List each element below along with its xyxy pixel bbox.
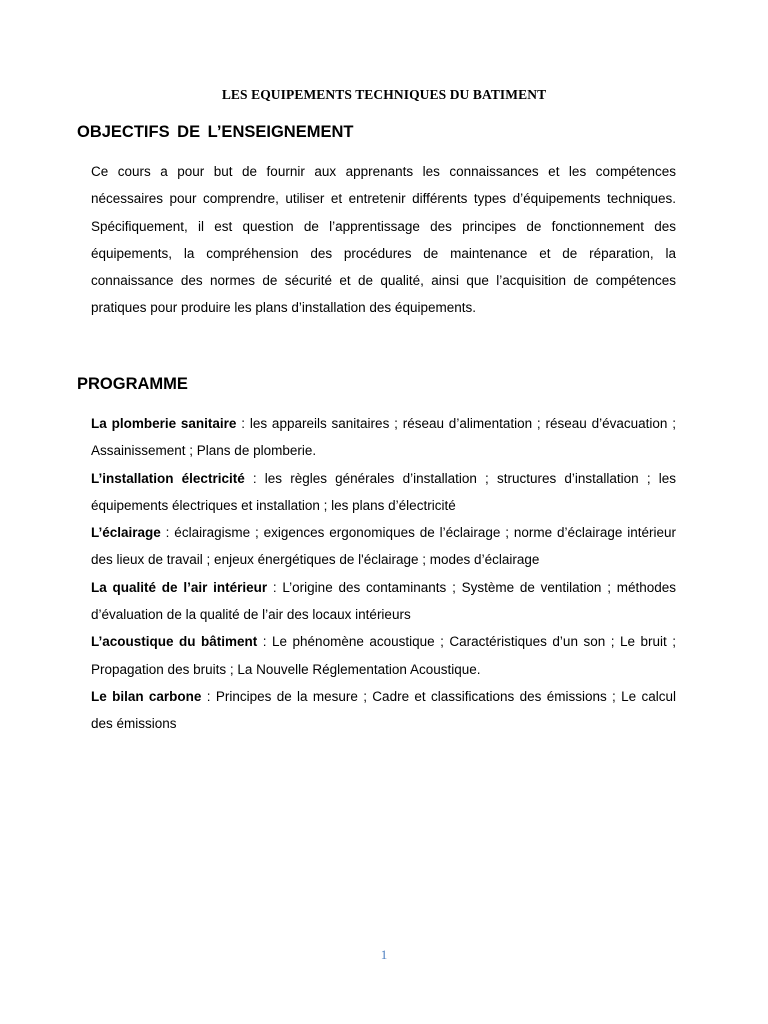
- page-number: 1: [380, 947, 388, 962]
- programme-item-description: : Le phénomène acoustique ; Caractéristiques d’un son ; Le bruit ; Propagation des bruits ; La Nouvelle Réglementation Acoustique.: [91, 634, 676, 677]
- programme-item-description: : les règles générales d’installation ; structures d’installation ; les équipements électriques et installation ; les plans d’électricité: [91, 470, 676, 513]
- programme-heading: PROGRAMME: [77, 375, 188, 393]
- programme-item: [91, 574, 676, 629]
- programme-item-description: : les appareils sanitaires ; réseau d’alimentation ; réseau d’évacuation ; Assainissement ; Plans de plomberie.: [91, 416, 676, 459]
- programme-item: [91, 519, 676, 574]
- programme-item: [91, 683, 676, 738]
- programme-item-description: : L’origine des contaminants ; Système de ventilation ; méthodes d’évaluation de la qualité de l’air des locaux intérieurs: [91, 579, 677, 623]
- programme-item-term: La plomberie sanitaire: [91, 416, 237, 431]
- objectives-heading: OBJECTIFS DE L’ENSEIGNEMENT: [77, 123, 354, 141]
- programme-item: [91, 465, 676, 520]
- programme-item-term: L’acoustique du bâtiment: [91, 634, 258, 650]
- programme-item: [91, 410, 676, 465]
- programme-item-term: La qualité de l’air intérieur: [91, 579, 268, 595]
- objectives-paragraph: Ce cours a pour but de fournir aux apprenants les connaissances et les compétences nécessaires pour comprendre, utiliser et entretenir différents types d’équipements techniques. Spécifiquement, il est question de l’apprentissage des principes de fonctionnement des équipements, la compréhension des procédures de maintenance et de réparation, la connaissance des normes de sécurité et de qualité, ainsi que l’acquisition de compétences pratiques pour produire les plans d’installation des équipements.: [91, 164, 676, 316]
- programme-item-term: Le bilan carbone: [91, 688, 202, 704]
- programme-item-description: : Principes de la mesure ; Cadre et classifications des émissions ; Le calcul des émissions: [91, 688, 676, 732]
- programme-list: [91, 410, 676, 738]
- programme-item: [91, 628, 676, 683]
- programme-item-term: L’éclairage: [91, 525, 161, 541]
- programme-item-description: : éclairagisme ; exigences ergonomiques de l’éclairage ; norme d’éclairage intérieur des lieux de travail ; enjeux énergétiques de l'éclairage ; modes d’éclairage: [91, 525, 676, 568]
- document-title: LES EQUIPEMENTS TECHNIQUES DU BATIMENT: [221, 87, 547, 102]
- programme-item-term: L’installation électricité: [91, 470, 245, 486]
